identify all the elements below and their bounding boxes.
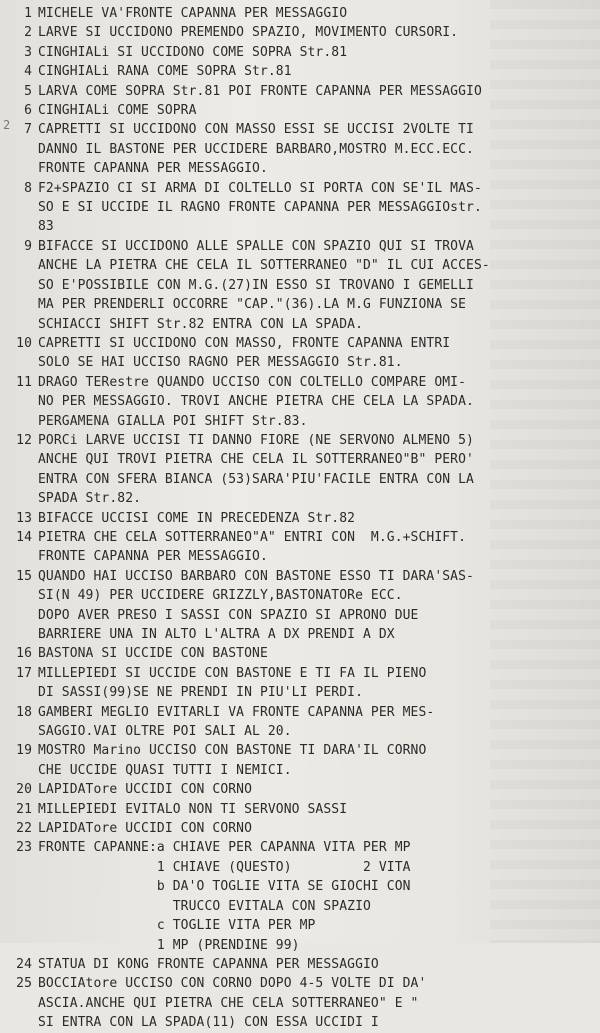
list-item: [6, 62, 598, 81]
text-line: MILLEPIEDI SI UCCIDE CON BASTONE E TI FA IL PIENO: [38, 665, 427, 681]
text-line: SO E'POSSIBILE CON M.G.(27)IN ESSO SI TROVANO I GEMELLI: [38, 277, 474, 293]
text-line: SI ENTRA CON LA SPADA(11) CON ESSA UCCIDI I: [38, 1015, 379, 1031]
entry-number: 12: [16, 432, 32, 448]
text-line: MA PER PRENDERLI OCCORRE "CAP."(36).LA M.G FUNZIONA SE: [38, 297, 467, 313]
text-line: DANNO IL BASTONE PER UCCIDERE BARBARO,MOSTRO M.ECC.ECC.: [38, 141, 474, 157]
list-item: [6, 819, 598, 838]
list-item: [6, 101, 598, 120]
list-item: [6, 644, 598, 663]
entry-text: [38, 179, 598, 237]
text-line: CHE UCCIDE QUASI TUTTI I NEMICI.: [38, 762, 292, 778]
list-item: [6, 237, 598, 334]
text-line: SCHIACCI SHIFT Str.82 ENTRA CON LA SPADA.: [38, 316, 363, 332]
list-item: [6, 955, 598, 974]
text-line: F2+SPAZIO CI SI ARMA DI COLTELLO SI PORTA CON SE'IL MAS-: [38, 180, 482, 196]
list-item: [6, 431, 598, 509]
text-line: DI SASSI(99)SE NE PRENDI IN PIU'LI PERDI.: [38, 685, 363, 701]
entry-text: [38, 955, 598, 974]
entry-number: 23: [16, 840, 32, 856]
text-line: MILLEPIEDI EVITALO NON TI SERVONO SASSI: [38, 801, 348, 817]
entry-text: [38, 431, 598, 509]
entry-number: 13: [16, 510, 32, 526]
entry-number: 11: [16, 374, 32, 390]
list-item: [6, 82, 598, 101]
walkthrough-listing: [6, 4, 598, 1031]
text-line: 1 CHIAVE (QUESTO) 2 VITA: [38, 859, 411, 875]
entry-number: 19: [16, 743, 32, 759]
text-line: SO E SI UCCIDE IL RAGNO FRONTE CAPANNA PER MESSAGGIOstr.: [38, 200, 482, 216]
list-item: [6, 43, 598, 62]
list-item: [6, 23, 598, 42]
text-line: QUANDO HAI UCCISO BARBARO CON BASTONE ESSO TI DARA'SAS-: [38, 568, 474, 584]
list-item: [6, 4, 598, 23]
entry-text: [38, 43, 598, 62]
text-line: DOPO AVER PRESO I SASSI CON SPAZIO SI APRONO DUE: [38, 607, 419, 623]
text-line: FRONTE CAPANNE:a CHIAVE PER CAPANNA VITA PER MP: [38, 840, 411, 856]
list-item: [6, 179, 598, 237]
text-line: GAMBERI MEGLIO EVITARLI VA FRONTE CAPANNA PER MES-: [38, 704, 435, 720]
entry-number: 21: [16, 801, 32, 817]
list-item: [6, 509, 598, 528]
entry-text: [38, 838, 598, 954]
entry-text: [38, 101, 598, 120]
entry-number: 6: [24, 103, 32, 119]
text-line: FRONTE CAPANNA PER MESSAGGIO.: [38, 549, 268, 565]
text-line: LARVA COME SOPRA Str.81 POI FRONTE CAPANNA PER MESSAGGIO: [38, 83, 482, 99]
text-line: TRUCCO EVITALA CON SPAZIO: [38, 898, 371, 914]
text-line: LAPIDATore UCCIDI CON CORNO: [38, 821, 253, 837]
margin-mark: 2: [3, 118, 11, 132]
entry-text: [38, 62, 598, 81]
text-line: CAPRETTI SI UCCIDONO CON MASSO, FRONTE CAPANNA ENTRI: [38, 335, 451, 351]
text-line: ENTRA CON SFERA BIANCA (53)SARA'PIU'FACILE ENTRA CON LA: [38, 471, 474, 487]
entry-number: 20: [16, 782, 32, 798]
text-line: BIFACCE UCCISI COME IN PRECEDENZA Str.82: [38, 510, 356, 526]
text-line: DRAGO TERestre QUANDO UCCISO CON COLTELLO COMPARE OMI-: [38, 374, 467, 390]
text-line: CINGHIALi COME SOPRA: [38, 103, 197, 119]
text-line: c TOGLIE VITA PER MP: [38, 918, 316, 934]
entry-text: [38, 819, 598, 838]
entry-text: [38, 82, 598, 101]
list-item: [6, 800, 598, 819]
text-line: b DA'O TOGLIE VITA SE GIOCHI CON: [38, 879, 411, 895]
text-line: MICHELE VA'FRONTE CAPANNA PER MESSAGGIO: [38, 6, 348, 21]
entry-text: [38, 120, 598, 178]
text-line: SOLO SE HAI UCCISO RAGNO PER MESSAGGIO Str.81.: [38, 355, 403, 371]
entry-number: 7: [24, 122, 32, 138]
list-item: [6, 120, 598, 178]
entry-number: 14: [16, 529, 32, 545]
entry-number: 9: [24, 238, 32, 254]
entry-number: 3: [24, 44, 32, 60]
text-line: PIETRA CHE CELA SOTTERRANEO"A" ENTRI CON M.G.+SCHIFT.: [38, 529, 467, 545]
list-item: [6, 567, 598, 645]
text-line: PERGAMENA GIALLA POI SHIFT Str.83.: [38, 413, 308, 429]
entry-number: 10: [16, 335, 32, 351]
entry-text: [38, 741, 598, 780]
text-line: CINGHIALi SI UCCIDONO COME SOPRA Str.81: [38, 44, 348, 60]
list-item: [6, 780, 598, 799]
text-line: SI(N 49) PER UCCIDERE GRIZZLY,BASTONATORe ECC.: [38, 588, 403, 604]
entry-text: [38, 703, 598, 742]
entry-text: [38, 974, 598, 1032]
entry-number: 8: [24, 180, 32, 196]
entry-number: 4: [24, 64, 32, 80]
text-line: BIFACCE SI UCCIDONO ALLE SPALLE CON SPAZIO QUI SI TROVA: [38, 238, 474, 254]
list-item: [6, 741, 598, 780]
text-line: NO PER MESSAGGIO. TROVI ANCHE PIETRA CHE CELA LA SPADA.: [38, 394, 474, 410]
list-item: [6, 838, 598, 954]
entry-text: [38, 528, 598, 567]
text-line: SAGGIO.VAI OLTRE POI SALI AL 20.: [38, 724, 292, 740]
text-line: ASCIA.ANCHE QUI PIETRA CHE CELA SOTTERRANEO" E ": [38, 995, 419, 1011]
entry-number: 18: [16, 704, 32, 720]
text-line: STATUA DI KONG FRONTE CAPANNA PER MESSAGGIO: [38, 956, 379, 972]
text-line: 83: [38, 219, 54, 235]
entry-text: [38, 23, 598, 42]
entry-number: 5: [24, 83, 32, 99]
text-line: 1 MP (PRENDINE 99): [38, 937, 300, 953]
entry-number: 1: [24, 6, 32, 21]
text-line: CINGHIALi RANA COME SOPRA Str.81: [38, 64, 292, 80]
entry-text: [38, 4, 598, 23]
entry-text: [38, 567, 598, 645]
text-line: BASTONA SI UCCIDE CON BASTONE: [38, 646, 268, 662]
list-item: [6, 528, 598, 567]
entry-number: 2: [24, 25, 32, 41]
entry-number: 15: [16, 568, 32, 584]
text-line: ANCHE LA PIETRA CHE CELA IL SOTTERRANEO "D" IL CUI ACCES-: [38, 258, 490, 274]
list-item: [6, 974, 598, 1032]
list-item: [6, 703, 598, 742]
entry-number: 17: [16, 665, 32, 681]
entry-number: 22: [16, 821, 32, 837]
text-line: SPADA Str.82.: [38, 491, 142, 507]
entry-text: [38, 237, 598, 334]
text-line: BARRIERE UNA IN ALTO L'ALTRA A DX PRENDI A DX: [38, 627, 395, 642]
entry-number: 24: [16, 956, 32, 972]
entry-text: [38, 509, 598, 528]
text-line: LARVE SI UCCIDONO PREMENDO SPAZIO, MOVIMENTO CURSORI.: [38, 25, 459, 41]
text-line: CAPRETTI SI UCCIDONO CON MASSO ESSI SE UCCISI 2VOLTE TI: [38, 122, 474, 138]
entry-number: 16: [16, 646, 32, 662]
list-item: [6, 664, 598, 703]
list-item: [6, 334, 598, 373]
entry-text: [38, 780, 598, 799]
text-line: LAPIDATore UCCIDI CON CORNO: [38, 782, 253, 798]
entry-number: 25: [16, 976, 32, 992]
text-line: PORCi LARVE UCCISI TI DANNO FIORE (NE SERVONO ALMENO 5): [38, 432, 474, 448]
entry-text: [38, 664, 598, 703]
text-line: MOSTRO Marino UCCISO CON BASTONE TI DARA'IL CORNO: [38, 743, 427, 759]
text-line: BOCCIAtore UCCISO CON CORNO DOPO 4-5 VOLTE DI DA': [38, 976, 427, 992]
entry-text: [38, 334, 598, 373]
entry-text: [38, 373, 598, 431]
text-line: FRONTE CAPANNA PER MESSAGGIO.: [38, 161, 268, 177]
entry-text: [38, 800, 598, 819]
list-item: [6, 373, 598, 431]
text-line: ANCHE QUI TROVI PIETRA CHE CELA IL SOTTERRANEO"B" PERO': [38, 452, 474, 468]
entry-text: [38, 644, 598, 663]
